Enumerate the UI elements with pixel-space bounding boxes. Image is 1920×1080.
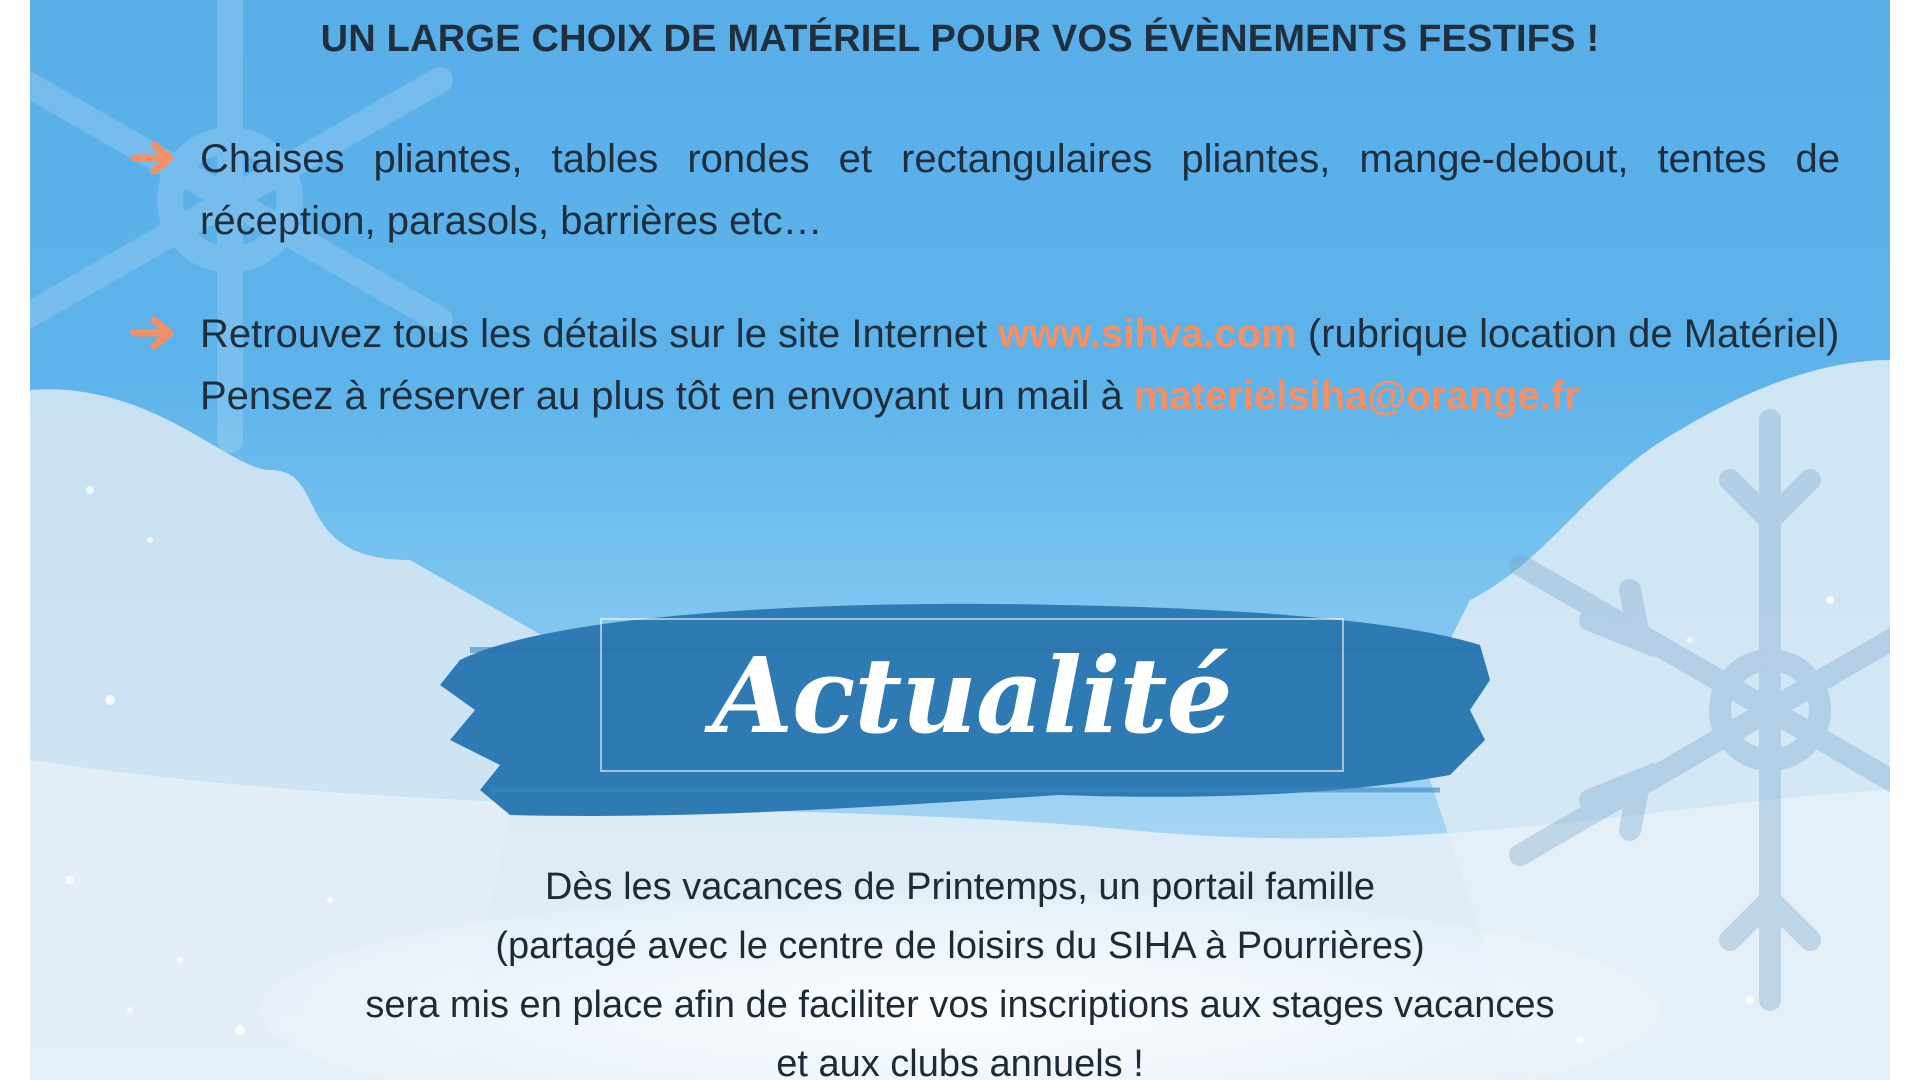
arrow-right-icon [130, 315, 178, 351]
list-item [140, 128, 1840, 252]
banner-title: Actualité [712, 633, 1232, 757]
news-line: sera mis en place afin de faciliter vos inscriptions aux stages vacances [365, 984, 1555, 1026]
website-link[interactable]: www.sihva.com [998, 312, 1297, 356]
website-section: (rubrique location de Matériel) [1296, 312, 1840, 356]
page-heading: UN LARGE CHOIX DE MATÉRIEL POUR VOS ÉVÈNEMENTS FESTIFS ! [320, 18, 1600, 60]
news-paragraph [30, 858, 1890, 1080]
bullet-text-contact [200, 303, 1840, 427]
list-item [140, 303, 1840, 427]
banner-title-frame [600, 618, 1344, 772]
arrow-right-icon [130, 140, 178, 176]
news-line: (partagé avec le centre de loisirs du SIHA à Pourrières) [495, 925, 1425, 967]
news-line: et aux clubs annuels ! [776, 1043, 1144, 1080]
bullet-text-equipment: Chaises pliantes, tables rondes et rectangulaires pliantes, mange-debout, tentes de réception, parasols, barrières etc… [200, 137, 1840, 243]
flyer-page [30, 0, 1890, 1080]
email-intro: Pensez à réserver au plus tôt en envoyant un mail à [200, 374, 1134, 418]
website-intro: Retrouvez tous les détails sur le site Internet [200, 312, 999, 356]
news-line: Dès les vacances de Printemps, un portail famille [544, 866, 1376, 908]
email-link[interactable]: materielsiha@orange.fr [1133, 374, 1580, 418]
